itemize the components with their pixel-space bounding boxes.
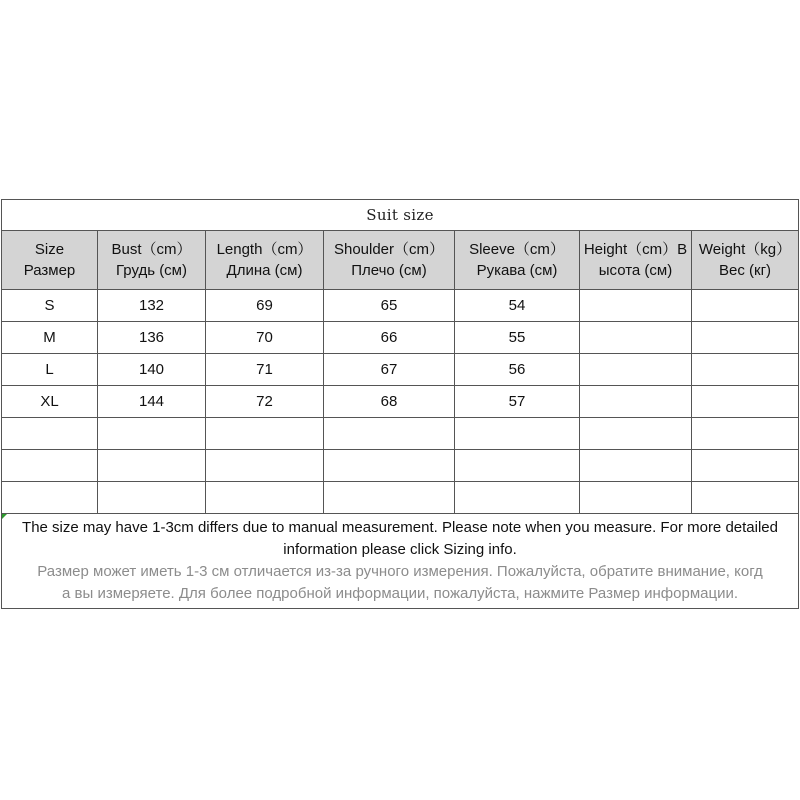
cell-size [2,482,98,514]
cell-height [580,482,692,514]
table-row [2,354,799,386]
measurement-note [2,514,799,609]
cell-shoulder: 67 [324,354,455,386]
header-length: Length（cm） Длина (см) [206,231,324,290]
cell-shoulder: 65 [324,290,455,322]
cell-length: 72 [206,386,324,418]
cell-sleeve [455,450,580,482]
header-row [2,231,799,290]
cell-weight [692,386,799,418]
table-row [2,482,799,514]
header-weight: Weight（kg） Вес (кг) [692,231,799,290]
cell-sleeve: 57 [455,386,580,418]
cell-shoulder [324,450,455,482]
cell-height [580,354,692,386]
cell-shoulder [324,482,455,514]
note-russian-line-2: а вы измеряете. Для более подробной информации, пожалуйста, нажмите Размер информации. [62,585,738,602]
table-row [2,290,799,322]
cell-height [580,418,692,450]
cell-size: L [2,354,98,386]
cell-weight [692,450,799,482]
cell-length [206,482,324,514]
cell-bust: 140 [98,354,206,386]
cell-size: S [2,290,98,322]
cell-length: 70 [206,322,324,354]
cell-length: 71 [206,354,324,386]
table-row [2,418,799,450]
cell-height [580,290,692,322]
cell-bust [98,418,206,450]
cell-bust: 136 [98,322,206,354]
cell-bust: 144 [98,386,206,418]
cell-bust: 132 [98,290,206,322]
cell-size [2,418,98,450]
header-shoulder: Shoulder（cm） Плечо (см) [324,231,455,290]
note-russian-line-1: Размер может иметь 1-3 см отличается из-за ручного измерения. Пожалуйста, обратите внимание, когд [37,563,763,580]
cell-shoulder: 68 [324,386,455,418]
table-row [2,450,799,482]
cell-size: XL [2,386,98,418]
header-height: Height（cm）В ысота (см) [580,231,692,290]
note-english: The size may have 1-3cm differs due to manual measurement. Please note when you measure. For more detailed information please click Sizing info. [22,519,778,558]
cell-size [2,450,98,482]
size-chart-table [1,199,799,609]
cell-sleeve [455,482,580,514]
cell-weight [692,418,799,450]
table-title: Suit size [2,200,799,231]
table-row [2,386,799,418]
cell-length: 69 [206,290,324,322]
cell-bust [98,482,206,514]
cell-weight [692,322,799,354]
cell-bust [98,450,206,482]
cell-shoulder [324,418,455,450]
cell-sleeve: 55 [455,322,580,354]
cell-sleeve: 56 [455,354,580,386]
cell-length [206,418,324,450]
header-size: Size Размер [2,231,98,290]
cell-weight [692,482,799,514]
table-row [2,322,799,354]
cell-height [580,322,692,354]
cell-length [206,450,324,482]
cell-weight [692,290,799,322]
cell-height [580,386,692,418]
cell-size: M [2,322,98,354]
cell-sleeve [455,418,580,450]
cell-sleeve: 54 [455,290,580,322]
header-sleeve: Sleeve（cm） Рукава (см) [455,231,580,290]
header-bust: Bust（cm） Грудь (см) [98,231,206,290]
cell-corner-marker-icon [2,514,7,519]
cell-weight [692,354,799,386]
cell-shoulder: 66 [324,322,455,354]
cell-height [580,450,692,482]
